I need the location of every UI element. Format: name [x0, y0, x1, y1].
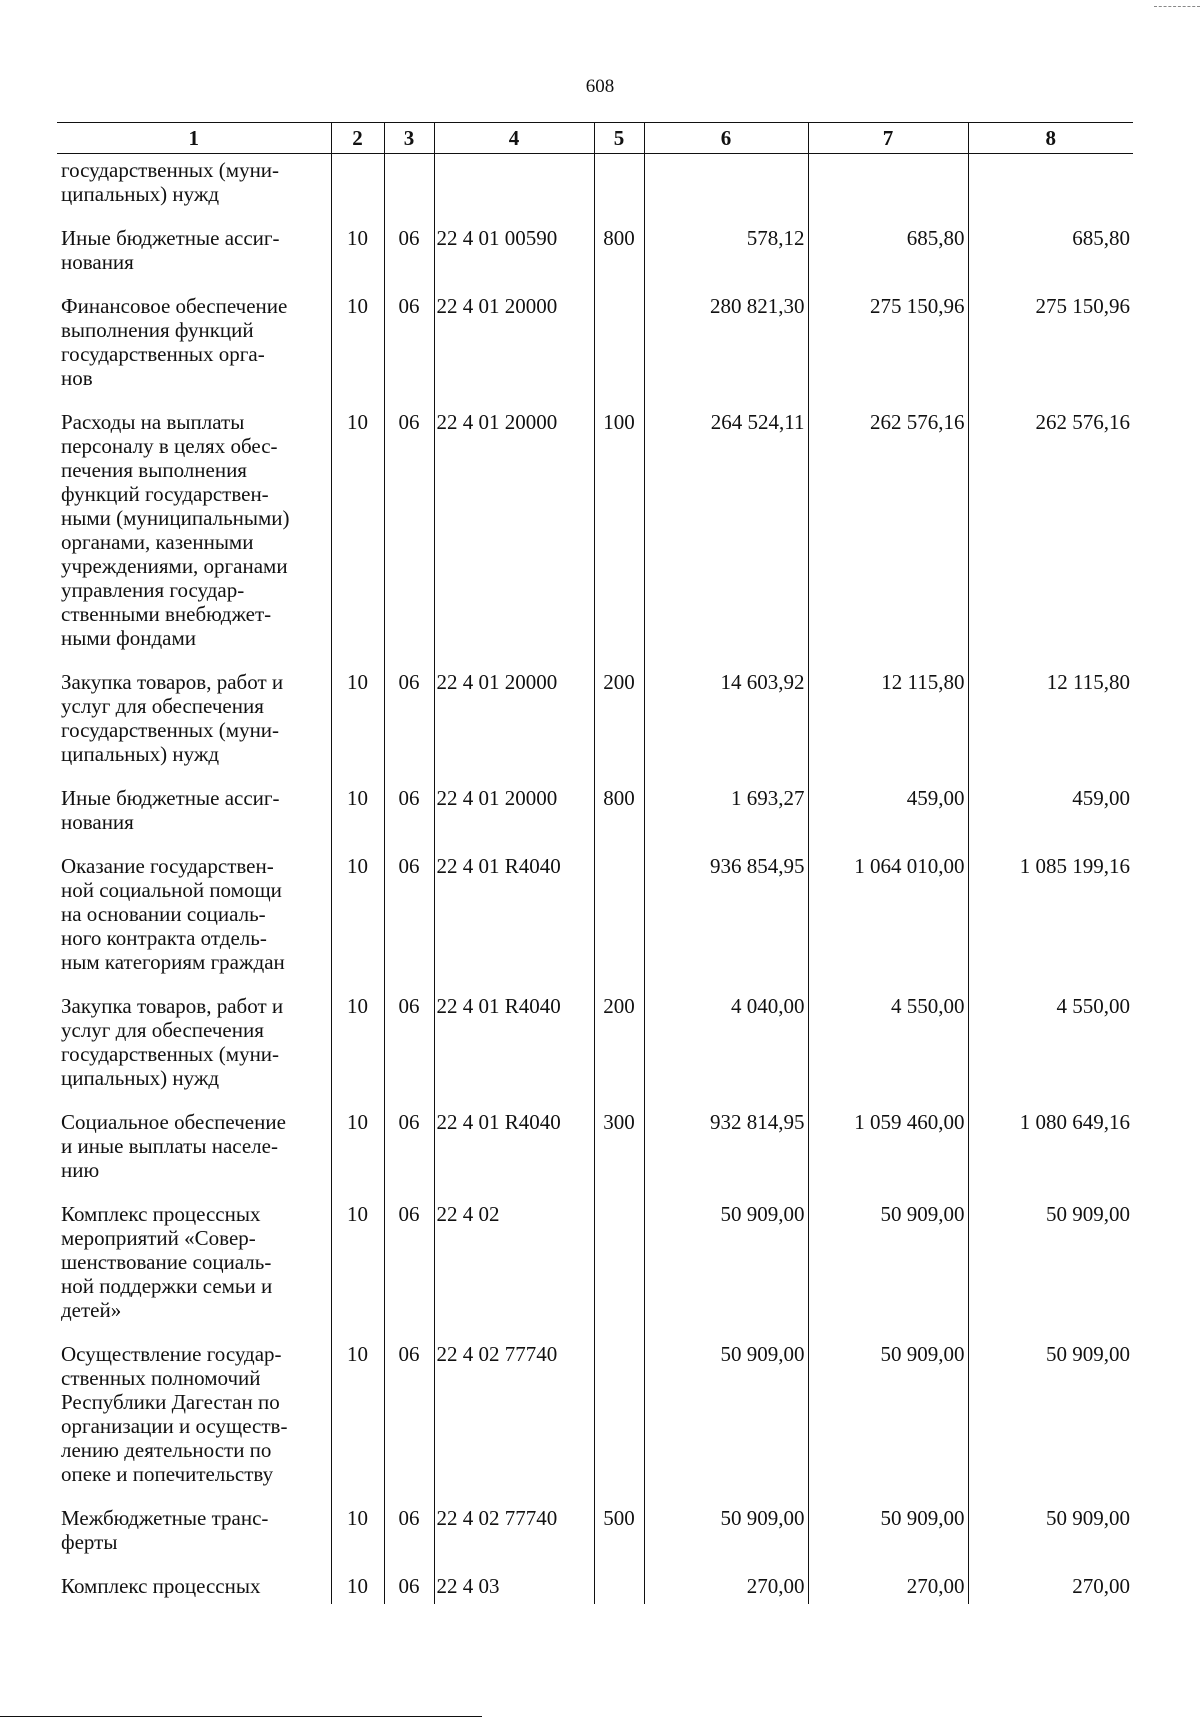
cell-subsection: 06 [384, 850, 434, 990]
cell-subsection: 06 [384, 1198, 434, 1338]
cell-target-article: 22 4 01 20000 [434, 290, 594, 406]
header-col-8: 8 [968, 123, 1133, 154]
budget-table [57, 122, 1133, 1604]
cell-subsection: 06 [384, 1338, 434, 1502]
cell-amount-year2: 1 059 460,00 [808, 1106, 968, 1198]
cell-name: Закупка товаров, работ и услуг для обеспечения государственных (муни- ципальных) нужд [61, 670, 284, 766]
cell-amount-year3: 1 085 199,16 [968, 850, 1133, 990]
cell-section: 10 [331, 990, 384, 1106]
table-row [57, 1106, 1133, 1198]
cell-name: Комплекс процессных [61, 1574, 261, 1598]
cell-section: 10 [331, 1338, 384, 1502]
cell-section: 10 [331, 1502, 384, 1570]
cell-section: 10 [331, 290, 384, 406]
cell-amount-year1: 270,00 [644, 1570, 808, 1604]
cell-section [331, 154, 384, 223]
cell-amount-year1: 936 854,95 [644, 850, 808, 990]
cell-amount-year2: 50 909,00 [808, 1502, 968, 1570]
cell-expense-type: 200 [594, 990, 644, 1106]
cell-amount-year2: 1 064 010,00 [808, 850, 968, 990]
cell-amount-year3: 4 550,00 [968, 990, 1133, 1106]
cell-target-article: 22 4 02 77740 [434, 1502, 594, 1570]
cell-amount-year3: 50 909,00 [968, 1198, 1133, 1338]
cell-amount-year3: 50 909,00 [968, 1338, 1133, 1502]
cell-target-article: 22 4 01 R4040 [434, 850, 594, 990]
cell-expense-type [594, 290, 644, 406]
table-row [57, 1570, 1133, 1604]
cell-amount-year1: 264 524,11 [644, 406, 808, 666]
cell-name: Комплекс процессных мероприятий «Совер- шенствование социаль- ной поддержки семьи и детей» [61, 1202, 273, 1322]
cell-amount-year3: 1 080 649,16 [968, 1106, 1133, 1198]
cell-amount-year1: 50 909,00 [644, 1338, 808, 1502]
table-row [57, 1502, 1133, 1570]
cell-amount-year1: 932 814,95 [644, 1106, 808, 1198]
cell-amount-year2: 270,00 [808, 1570, 968, 1604]
cell-amount-year2: 459,00 [808, 782, 968, 850]
cell-target-article: 22 4 01 20000 [434, 666, 594, 782]
cell-section: 10 [331, 1106, 384, 1198]
cell-amount-year3: 50 909,00 [968, 1502, 1133, 1570]
cell-amount-year1: 4 040,00 [644, 990, 808, 1106]
cell-amount-year2: 275 150,96 [808, 290, 968, 406]
cell-expense-type: 100 [594, 406, 644, 666]
table-row [57, 1198, 1133, 1338]
cell-amount-year1: 50 909,00 [644, 1198, 808, 1338]
cell-name: Закупка товаров, работ и услуг для обеспечения государственных (муни- ципальных) нужд [61, 994, 284, 1090]
page-number: 608 [585, 76, 615, 97]
table-header-row [57, 123, 1133, 154]
cell-amount-year1: 1 693,27 [644, 782, 808, 850]
cell-amount-year3: 685,80 [968, 222, 1133, 290]
header-col-5: 5 [594, 123, 644, 154]
header-col-4: 4 [434, 123, 594, 154]
cell-name: Оказание государствен- ной социальной помощи на основании социаль- ного контракта отдель- ным категориям граждан [61, 854, 285, 974]
cell-subsection: 06 [384, 990, 434, 1106]
cell-amount-year2 [808, 154, 968, 223]
table-row [57, 782, 1133, 850]
cell-amount-year2: 4 550,00 [808, 990, 968, 1106]
cell-target-article: 22 4 01 20000 [434, 782, 594, 850]
cell-expense-type: 800 [594, 222, 644, 290]
cell-section: 10 [331, 406, 384, 666]
cell-name: Осуществление государ- ственных полномочий Республики Дагестан по организации и осуществ- лению деятельности по опеке и попечительству [61, 1342, 288, 1486]
cell-target-article: 22 4 02 77740 [434, 1338, 594, 1502]
cell-expense-type [594, 850, 644, 990]
cell-target-article: 22 4 03 [434, 1570, 594, 1604]
table-row [57, 1338, 1133, 1502]
cell-amount-year1: 50 909,00 [644, 1502, 808, 1570]
cell-amount-year3: 270,00 [968, 1570, 1133, 1604]
cell-subsection: 06 [384, 782, 434, 850]
cell-expense-type [594, 1198, 644, 1338]
table-row [57, 666, 1133, 782]
cell-section: 10 [331, 666, 384, 782]
cell-name: государственных (муни- ципальных) нужд [61, 158, 280, 206]
cell-expense-type: 800 [594, 782, 644, 850]
cell-amount-year2: 50 909,00 [808, 1338, 968, 1502]
cell-amount-year3: 459,00 [968, 782, 1133, 850]
table-row [57, 222, 1133, 290]
cell-section: 10 [331, 782, 384, 850]
cell-expense-type: 200 [594, 666, 644, 782]
cell-expense-type: 500 [594, 1502, 644, 1570]
cell-subsection [384, 154, 434, 223]
cell-amount-year1: 14 603,92 [644, 666, 808, 782]
cell-name: Межбюджетные транс- ферты [61, 1506, 269, 1554]
table-row [57, 850, 1133, 990]
cell-expense-type: 300 [594, 1106, 644, 1198]
cell-name: Финансовое обеспечение выполнения функций государственных орга- нов [61, 294, 288, 390]
cell-section: 10 [331, 850, 384, 990]
cell-section: 10 [331, 1570, 384, 1604]
cell-subsection: 06 [384, 290, 434, 406]
cell-expense-type [594, 1338, 644, 1502]
cell-target-article: 22 4 01 00590 [434, 222, 594, 290]
cell-expense-type [594, 1570, 644, 1604]
cell-target-article: 22 4 01 R4040 [434, 990, 594, 1106]
cell-amount-year3: 262 576,16 [968, 406, 1133, 666]
cell-subsection: 06 [384, 666, 434, 782]
cell-section: 10 [331, 1198, 384, 1338]
header-col-2: 2 [331, 123, 384, 154]
header-col-1: 1 [57, 123, 331, 154]
cell-amount-year2: 12 115,80 [808, 666, 968, 782]
table-row [57, 990, 1133, 1106]
cell-subsection: 06 [384, 406, 434, 666]
cell-amount-year3: 275 150,96 [968, 290, 1133, 406]
cell-subsection: 06 [384, 222, 434, 290]
cell-amount-year2: 685,80 [808, 222, 968, 290]
cell-target-article: 22 4 02 [434, 1198, 594, 1338]
cell-amount-year3: 12 115,80 [968, 666, 1133, 782]
cell-target-article: 22 4 01 R4040 [434, 1106, 594, 1198]
cell-expense-type [594, 154, 644, 223]
header-col-3: 3 [384, 123, 434, 154]
cell-subsection: 06 [384, 1502, 434, 1570]
footer-rule [0, 1716, 482, 1717]
cell-amount-year1 [644, 154, 808, 223]
cell-subsection: 06 [384, 1106, 434, 1198]
table-body [57, 154, 1133, 1605]
cell-amount-year3 [968, 154, 1133, 223]
cell-amount-year1: 578,12 [644, 222, 808, 290]
cell-amount-year2: 50 909,00 [808, 1198, 968, 1338]
cell-name: Иные бюджетные ассиг- нования [61, 226, 280, 274]
cell-target-article [434, 154, 594, 223]
cell-name: Социальное обеспечение и иные выплаты населе- нию [61, 1110, 286, 1182]
cell-target-article: 22 4 01 20000 [434, 406, 594, 666]
scan-edge-mark [1154, 6, 1200, 7]
table-row [57, 406, 1133, 666]
cell-subsection: 06 [384, 1570, 434, 1604]
cell-name: Иные бюджетные ассиг- нования [61, 786, 280, 834]
header-col-7: 7 [808, 123, 968, 154]
header-col-6: 6 [644, 123, 808, 154]
cell-amount-year2: 262 576,16 [808, 406, 968, 666]
cell-name: Расходы на выплаты персоналу в целях обес- печения выполнения функций государствен- ными (муниципальными) органами, казенными учреждениями, органами управления государ- ственными внебюджет- ными фондами [61, 410, 290, 650]
table-row [57, 290, 1133, 406]
cell-section: 10 [331, 222, 384, 290]
table-row [57, 154, 1133, 223]
cell-amount-year1: 280 821,30 [644, 290, 808, 406]
